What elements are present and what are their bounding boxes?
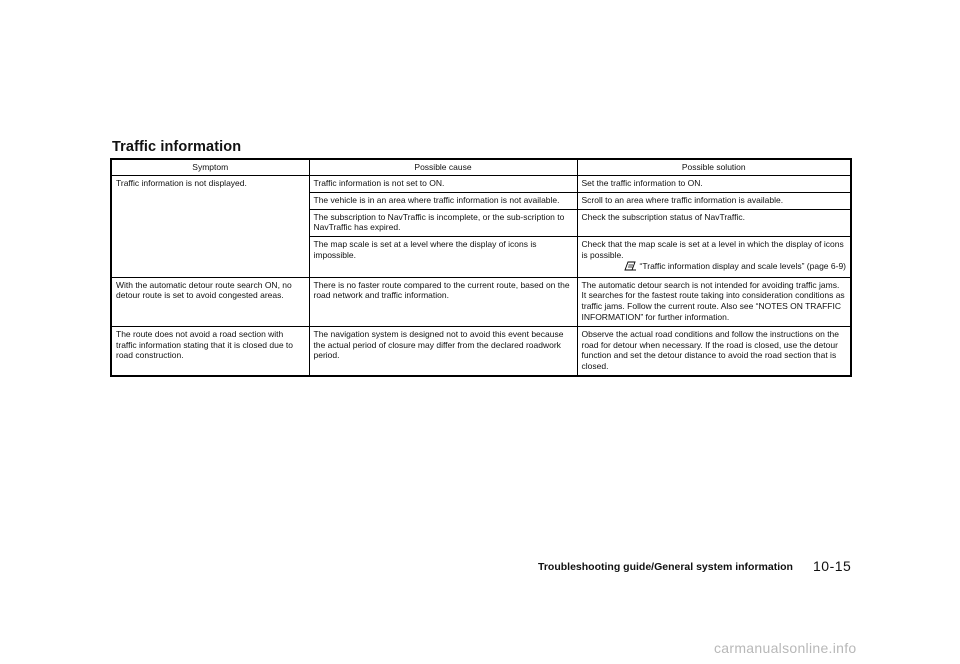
symptom-cell: With the automatic detour route search ON, no detour route is set to avoid congested areas. bbox=[111, 277, 309, 326]
table-row bbox=[111, 176, 851, 193]
solution-cell: Scroll to an area where traffic information is available. bbox=[577, 192, 851, 209]
table-row bbox=[111, 326, 851, 376]
cause-cell: The map scale is set at a level where the display of icons is impossible. bbox=[309, 237, 577, 277]
cause-cell: The vehicle is in an area where traffic information is not available. bbox=[309, 192, 577, 209]
symptom-cell: Traffic information is not displayed. bbox=[111, 176, 309, 278]
solution-text: Check that the map scale is set at a level in which the display of icons is possible. bbox=[581, 239, 844, 260]
page-reference-text: “Traffic information display and scale levels” (page 6-9) bbox=[639, 260, 846, 271]
book-reference-icon bbox=[624, 261, 637, 274]
symptom-cell: The route does not avoid a road section with traffic information stating that it is closed due to road construction. bbox=[111, 326, 309, 376]
cause-cell: There is no faster route compared to the current route, based on the road network and traffic information. bbox=[309, 277, 577, 326]
solution-cell bbox=[577, 237, 851, 277]
solution-cell: Observe the actual road conditions and follow the instructions on the road for detour when necessary. If the road is closed, use the detour function and set the detour distance to avoid the road section that is closed. bbox=[577, 326, 851, 376]
page-reference bbox=[582, 261, 847, 274]
cause-cell: The navigation system is designed not to avoid this event because the actual period of closure may differ from the declared roadwork period. bbox=[309, 326, 577, 376]
section-title: Traffic information bbox=[112, 139, 242, 155]
solution-cell: The automatic detour search is not intended for avoiding traffic jams. It searches for the fastest route taking into consideration conditions as traffic jams. Follow the current route. Also see “NOTES ON TRAFFIC INFORMATION” for further information. bbox=[577, 277, 851, 326]
solution-cell: Check the subscription status of NavTraffic. bbox=[577, 209, 851, 237]
table-row bbox=[111, 277, 851, 326]
troubleshooting-table bbox=[110, 158, 852, 377]
header-possible-solution: Possible solution bbox=[577, 159, 851, 176]
cause-cell: The subscription to NavTraffic is incomplete, or the sub-scription to NavTraffic has expired. bbox=[309, 209, 577, 237]
header-possible-cause: Possible cause bbox=[309, 159, 577, 176]
header-symptom: Symptom bbox=[111, 159, 309, 176]
footer-chapter-title: Troubleshooting guide/General system information bbox=[538, 561, 793, 573]
cause-cell: Traffic information is not set to ON. bbox=[309, 176, 577, 193]
watermark: carmanualsonline.info bbox=[714, 640, 857, 656]
table-header-row bbox=[111, 159, 851, 176]
solution-cell: Set the traffic information to ON. bbox=[577, 176, 851, 193]
footer-page-number: 10-15 bbox=[813, 558, 852, 574]
